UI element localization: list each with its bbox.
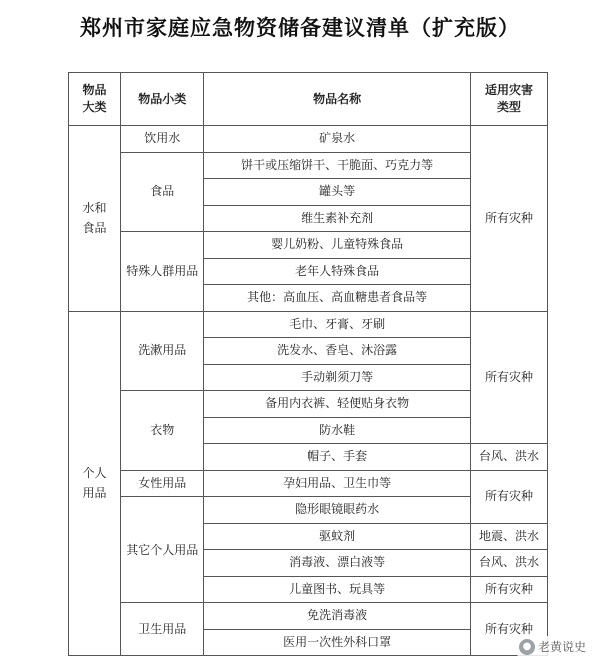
- item-name: 矿泉水: [204, 126, 471, 153]
- item-name: 其他：高血压、高血糖患者食品等: [204, 285, 471, 312]
- header-disaster: 适用灾害 类型: [470, 73, 547, 126]
- wechat-icon: ●: [519, 639, 535, 655]
- table-row: [69, 126, 548, 153]
- sub-other-personal: 其它个人用品: [121, 497, 204, 603]
- item-name: 帽子、手套: [204, 444, 471, 471]
- item-name: 防水鞋: [204, 417, 471, 444]
- watermark: [517, 636, 590, 657]
- table-header-row: [69, 73, 548, 126]
- disaster-type: 台风、洪水: [470, 550, 547, 577]
- item-name: 孕妇用品、卫生巾等: [204, 470, 471, 497]
- group-personal: 个人 用品: [69, 311, 121, 656]
- item-name: 驱蚊剂: [204, 523, 471, 550]
- item-name: 婴儿奶粉、儿童特殊食品: [204, 232, 471, 259]
- disaster-type: 所有灾种: [470, 126, 547, 312]
- table-row: [69, 603, 548, 630]
- disaster-type: 所有灾种: [470, 576, 547, 603]
- disaster-type: 所有灾种: [470, 470, 547, 523]
- header-name: 物品名称: [204, 73, 471, 126]
- supply-table: [68, 72, 548, 656]
- sub-clothing: 衣物: [121, 391, 204, 471]
- item-name: 老年人特殊食品: [204, 258, 471, 285]
- item-name: 备用内衣裤、轻便贴身衣物: [204, 391, 471, 418]
- disaster-type: 地震、洪水: [470, 523, 547, 550]
- header-minor: 物品小类: [121, 73, 204, 126]
- sub-special-groups: 特殊人群用品: [121, 232, 204, 312]
- item-name: 消毒液、漂白液等: [204, 550, 471, 577]
- disaster-type: 所有灾种: [470, 603, 547, 656]
- sub-women: 女性用品: [121, 470, 204, 497]
- disaster-type: 所有灾种: [470, 311, 547, 444]
- group-water-food: 水和 食品: [69, 126, 121, 312]
- item-name: 饼干或压缩饼干、干脆面、巧克力等: [204, 152, 471, 179]
- item-name: 手动剃须刀等: [204, 364, 471, 391]
- sub-food: 食品: [121, 152, 204, 232]
- page-title: 郑州市家庭应急物资储备建议清单（扩充版）: [80, 15, 520, 40]
- header-major: 物品 大类: [69, 73, 121, 126]
- watermark-text: 老黄说史: [537, 640, 586, 654]
- item-name: 洗发水、香皂、沐浴露: [204, 338, 471, 365]
- item-name: 维生素补充剂: [204, 205, 471, 232]
- item-name: 隐形眼镜眼药水: [204, 497, 471, 524]
- item-name: 儿童图书、玩具等: [204, 576, 471, 603]
- item-name: 毛巾、牙膏、牙刷: [204, 311, 471, 338]
- disaster-type: 台风、洪水: [470, 444, 547, 471]
- sub-drinking-water: 饮用水: [121, 126, 204, 153]
- table-row: [69, 311, 548, 338]
- item-name: 医用一次性外科口罩: [204, 629, 471, 656]
- table-row: [69, 470, 548, 497]
- item-name: 免洗消毒液: [204, 603, 471, 630]
- item-name: 罐头等: [204, 179, 471, 206]
- sub-washing: 洗漱用品: [121, 311, 204, 391]
- sub-hygiene: 卫生用品: [121, 603, 204, 656]
